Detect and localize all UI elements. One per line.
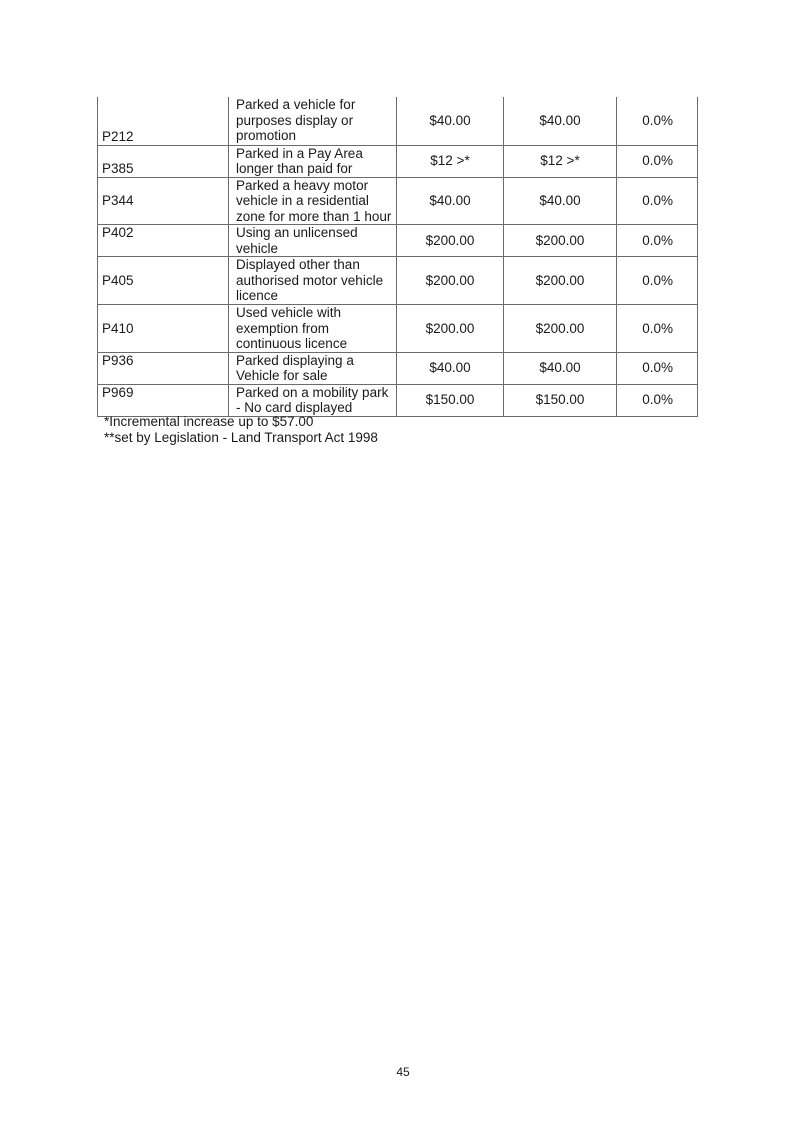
table-row <box>98 177 698 225</box>
offence-code: P402 <box>98 225 229 257</box>
offence-description <box>229 177 397 225</box>
offence-code: P969 <box>98 384 229 416</box>
percent-change: 0.0% <box>617 225 698 257</box>
description-line: Displayed other than <box>236 257 360 272</box>
current-fee: $200.00 <box>397 257 504 305</box>
description-line: promotion <box>236 128 297 143</box>
offence-code: P405 <box>98 257 229 305</box>
proposed-fee: $200.00 <box>504 257 617 305</box>
description-line: - No card displayed <box>236 400 353 415</box>
table-row <box>98 352 698 384</box>
table-row <box>98 225 698 257</box>
description-line: Parked a vehicle for <box>236 97 356 112</box>
current-fee: $40.00 <box>397 352 504 384</box>
description-line: zone for more than 1 hour <box>236 208 392 224</box>
percent-change: 0.0% <box>617 97 698 145</box>
current-fee: $200.00 <box>397 305 504 353</box>
offence-code: P212 <box>98 97 229 145</box>
current-fee: $40.00 <box>397 177 504 225</box>
description-line: Using an unlicensed <box>236 225 358 240</box>
percent-change: 0.0% <box>617 305 698 353</box>
description-line: Parked a heavy motor <box>236 177 369 193</box>
table-row <box>98 384 698 416</box>
description-line: exemption from <box>236 320 330 336</box>
proposed-fee: $40.00 <box>504 352 617 384</box>
proposed-fee: $150.00 <box>504 384 617 416</box>
current-fee: $150.00 <box>397 384 504 416</box>
proposed-fee: $40.00 <box>504 97 617 145</box>
table-row <box>98 145 698 177</box>
description-line: Vehicle for sale <box>236 368 328 383</box>
current-fee: $40.00 <box>397 97 504 145</box>
proposed-fee: $12 >* <box>504 145 617 177</box>
footnote-incremental: *Incremental increase up to $57.00 <box>104 414 314 429</box>
table-row <box>98 97 698 145</box>
description-line: longer than paid for <box>236 161 353 176</box>
offence-code: P344 <box>98 177 229 225</box>
infringement-fee-table <box>97 97 698 417</box>
table-row <box>98 257 698 305</box>
description-line: Parked on a mobility park <box>236 384 389 400</box>
description-line: authorised motor vehicle <box>236 272 384 288</box>
offence-description <box>229 225 397 257</box>
percent-change: 0.0% <box>617 145 698 177</box>
offence-description <box>229 384 397 416</box>
percent-change: 0.0% <box>617 384 698 416</box>
proposed-fee: $200.00 <box>504 225 617 257</box>
offence-description <box>229 97 397 145</box>
offence-description <box>229 352 397 384</box>
offence-description <box>229 145 397 177</box>
proposed-fee: $200.00 <box>504 305 617 353</box>
description-line: vehicle <box>236 240 279 256</box>
description-line: licence <box>236 288 279 303</box>
proposed-fee: $40.00 <box>504 177 617 225</box>
description-line: vehicle in a residential <box>236 193 369 208</box>
offence-code: P385 <box>98 145 229 177</box>
description-line: Used vehicle with <box>236 305 342 320</box>
description-line: Parked in a Pay Area <box>236 145 363 161</box>
table-footnotes <box>104 414 378 446</box>
offence-code: P936 <box>98 352 229 384</box>
description-line: Parked displaying a <box>236 352 354 368</box>
footnote-legislation: **set by Legislation - Land Transport Act 1998 <box>104 430 378 445</box>
current-fee: $200.00 <box>397 225 504 257</box>
current-fee: $12 >* <box>397 145 504 177</box>
offence-description <box>229 305 397 353</box>
description-line: continuous licence <box>236 336 348 351</box>
percent-change: 0.0% <box>617 257 698 305</box>
percent-change: 0.0% <box>617 352 698 384</box>
table-row <box>98 305 698 353</box>
percent-change: 0.0% <box>617 177 698 225</box>
offence-code: P410 <box>98 305 229 353</box>
offence-description <box>229 257 397 305</box>
description-line: purposes display or <box>236 112 354 128</box>
page-number: 45 <box>396 1065 410 1079</box>
